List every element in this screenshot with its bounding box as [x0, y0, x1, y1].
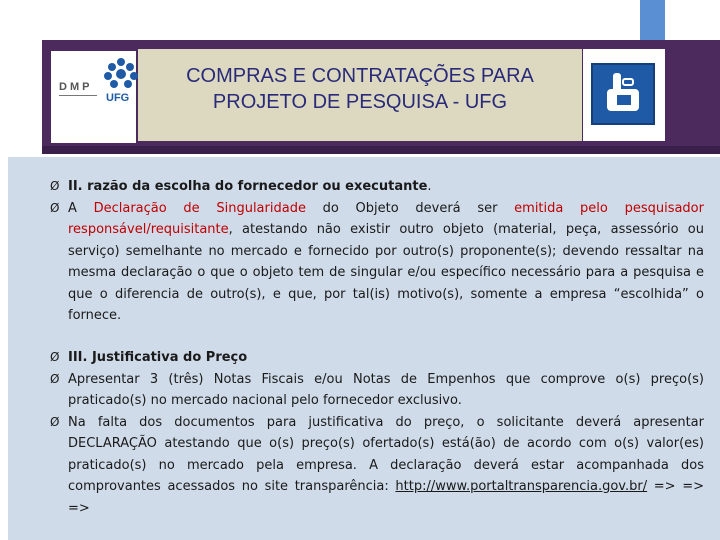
- heading-text: II. razão da escolha do fornecedor ou executante: [68, 179, 428, 194]
- research-logo: [583, 49, 665, 141]
- arrow-bullet-icon: Ø: [50, 350, 60, 364]
- hand-icon: [593, 65, 653, 123]
- notas-fiscais-text: Apresentar 3 (três) Notas Fiscais e/ou Notas de Empenhos que comprove o(s) preço(s) praticado(s) no mercado nacional pelo fornecedor exclusivo.: [68, 371, 704, 408]
- section-heading-escolha: [68, 179, 432, 194]
- dmp-logo-line: [59, 95, 97, 96]
- list-item: [8, 176, 720, 198]
- list-item: [8, 198, 720, 327]
- page-title: [138, 63, 582, 115]
- declaracao-preco-text: [68, 415, 704, 516]
- text-part: Na falta dos documentos para justificativa do preço, o solicitante deverá apresentar DECLARAÇÃO atestando que o(s) preço(s) ofertado(s) está(ão) de acordo com o(s) valor(es) praticado(s) no mercado pela empresa. A declaração deverá estar acompanhada dos comprovantes acessados no site transparência:: [68, 414, 704, 494]
- title-line-2: PROJETO DE PESQUISA - UFG: [212, 91, 508, 113]
- title-line-1: COMPRAS E CONTRATAÇÕES PARA: [186, 65, 534, 87]
- highlight-text: Declaração de Singularidade: [93, 200, 306, 216]
- heading-punct: .: [427, 179, 432, 194]
- arrow-bullet-icon: Ø: [50, 371, 60, 386]
- section-justificativa-preco: [8, 347, 720, 519]
- arrow-bullet-icon: Ø: [50, 414, 60, 429]
- highlight-text: emitida pelo pesquisador responsável/requisitante: [68, 200, 704, 237]
- content-area: [8, 157, 720, 540]
- section-escolha-fornecedor: [8, 176, 720, 327]
- list-item: [8, 412, 720, 520]
- transparencia-link[interactable]: http://www.portaltransparencia.gov.br/: [395, 479, 648, 494]
- research-logo-emblem: [591, 63, 655, 125]
- list-item: [8, 347, 720, 369]
- arrow-bullet-icon: Ø: [50, 179, 60, 193]
- text-part: => => =>: [68, 479, 704, 516]
- ufg-logo: [100, 54, 142, 122]
- text-part: do Objeto deverá ser: [305, 200, 515, 216]
- text-part: , atestando não existir outro objeto (material, peça, assessório ou serviço) semelhante no mercado e fornecido por outro(s) proponente(s); devendo ressaltar na mesma declaração o que o objeto tem de singular e/ou específico necessário para a pesquisa e que o diferencia de outro(s), e que, por tal(is) motivo(s), somente a empresa “escolhida” o fornece.: [68, 222, 704, 323]
- title-box: [138, 49, 582, 141]
- dmp-logo-text: DMP: [59, 81, 93, 93]
- ufg-logo-icon: [100, 54, 142, 92]
- list-item: [8, 369, 720, 412]
- arrow-bullet-icon: Ø: [50, 200, 60, 215]
- text-part: A: [68, 200, 94, 216]
- declaracao-text: [68, 201, 704, 324]
- section-heading-preco: III. Justificativa do Preço: [68, 350, 248, 365]
- ufg-logo-text: UFG: [106, 92, 130, 104]
